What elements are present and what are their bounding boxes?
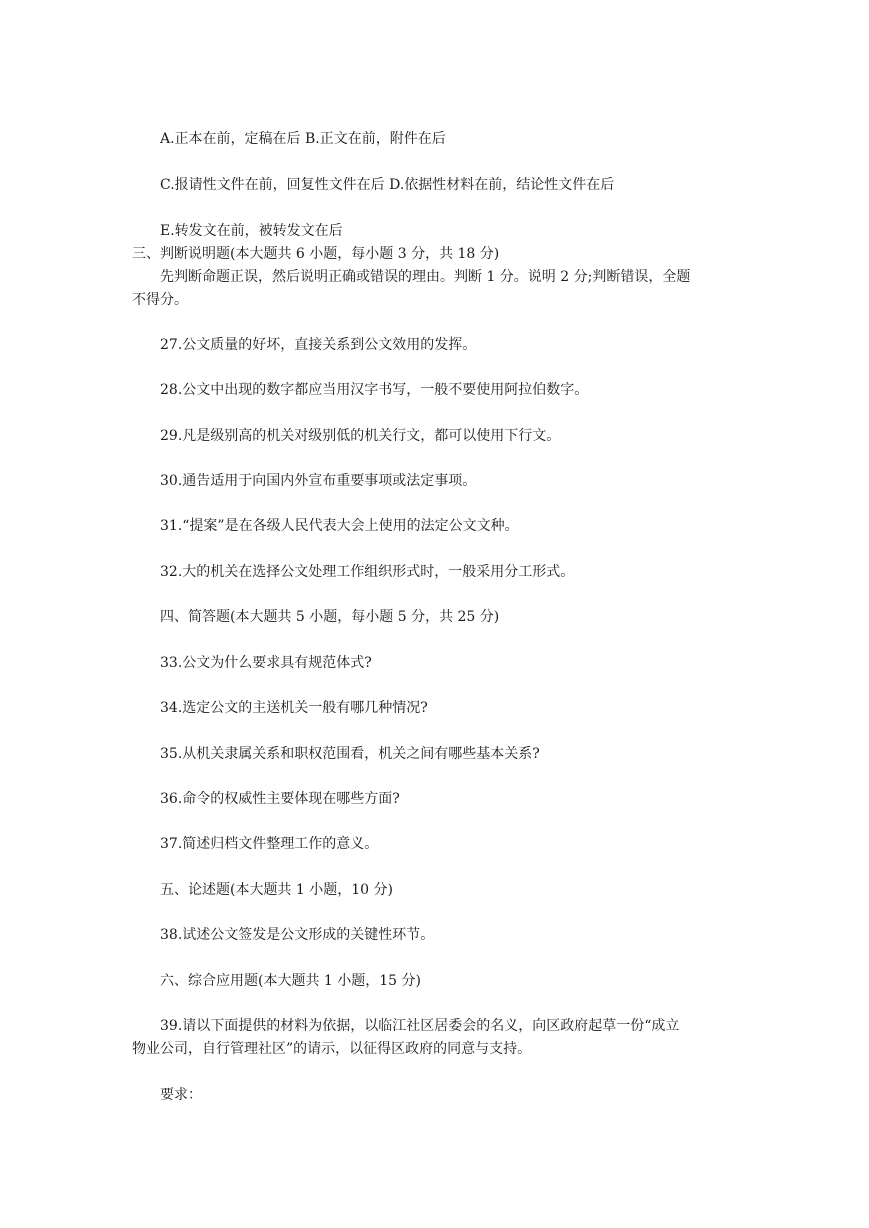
option-line-e: E.转发文在前，被转发文在后 [160,223,343,239]
question-38: 38.试述公文签发是公文形成的关键性环节。 [160,927,435,943]
question-35: 35.从机关隶属关系和职权范围看，机关之间有哪些基本关系? [160,746,540,762]
option-line-ab: A.正本在前，定稿在后 B.正文在前，附件在后 [160,131,446,147]
question-30: 30.通告适用于向国内外宣布重要事项或法定事项。 [160,473,477,489]
section-heading-3: 三、判断说明题(本大题共 6 小题，每小题 3 分，共 18 分) [132,246,500,262]
question-28: 28.公文中出现的数字都应当用汉字书写，一般不要使用阿拉伯数字。 [160,382,589,398]
question-29: 29.凡是级别高的机关对级别低的机关行文，都可以使用下行文。 [160,428,561,444]
question-32: 32.大的机关在选择公文处理工作组织形式时，一般采用分工形式。 [160,564,575,580]
section-heading-6: 六、综合应用题(本大题共 1 小题，15 分) [160,973,421,989]
instruction-line-1: 先判断命题正误，然后说明正确或错误的理由。判断 1 分。说明 2 分;判断错误，全题 [160,269,691,285]
question-36: 36.命令的权威性主要体现在哪些方面? [160,791,400,807]
question-27: 27.公文质量的好坏，直接关系到公文效用的发挥。 [160,337,477,353]
question-39-line-1: 39.请以下面提供的材料为依据，以临江社区居委会的名义，向区政府起草一份“成立 [160,1018,680,1034]
requirements-label: 要求： [160,1087,202,1103]
question-33: 33.公文为什么要求具有规范体式? [160,655,372,671]
instruction-line-2: 不得分。 [132,292,188,308]
question-31: 31.“提案”是在各级人民代表大会上使用的法定公文文种。 [160,518,519,534]
question-37: 37.简述归档文件整理工作的意义。 [160,836,379,852]
question-39-line-2: 物业公司，自行管理社区”的请示，以征得区政府的同意与支持。 [132,1041,532,1057]
section-heading-4: 四、简答题(本大题共 5 小题，每小题 5 分，共 25 分) [160,609,500,625]
section-heading-5: 五、论述题(本大题共 1 小题，10 分) [160,882,393,898]
option-line-cd: C.报请性文件在前，回复性文件在后 D.依据性材料在前，结论性文件在后 [160,177,615,193]
question-34: 34.选定公文的主送机关一般有哪几种情况? [160,700,428,716]
